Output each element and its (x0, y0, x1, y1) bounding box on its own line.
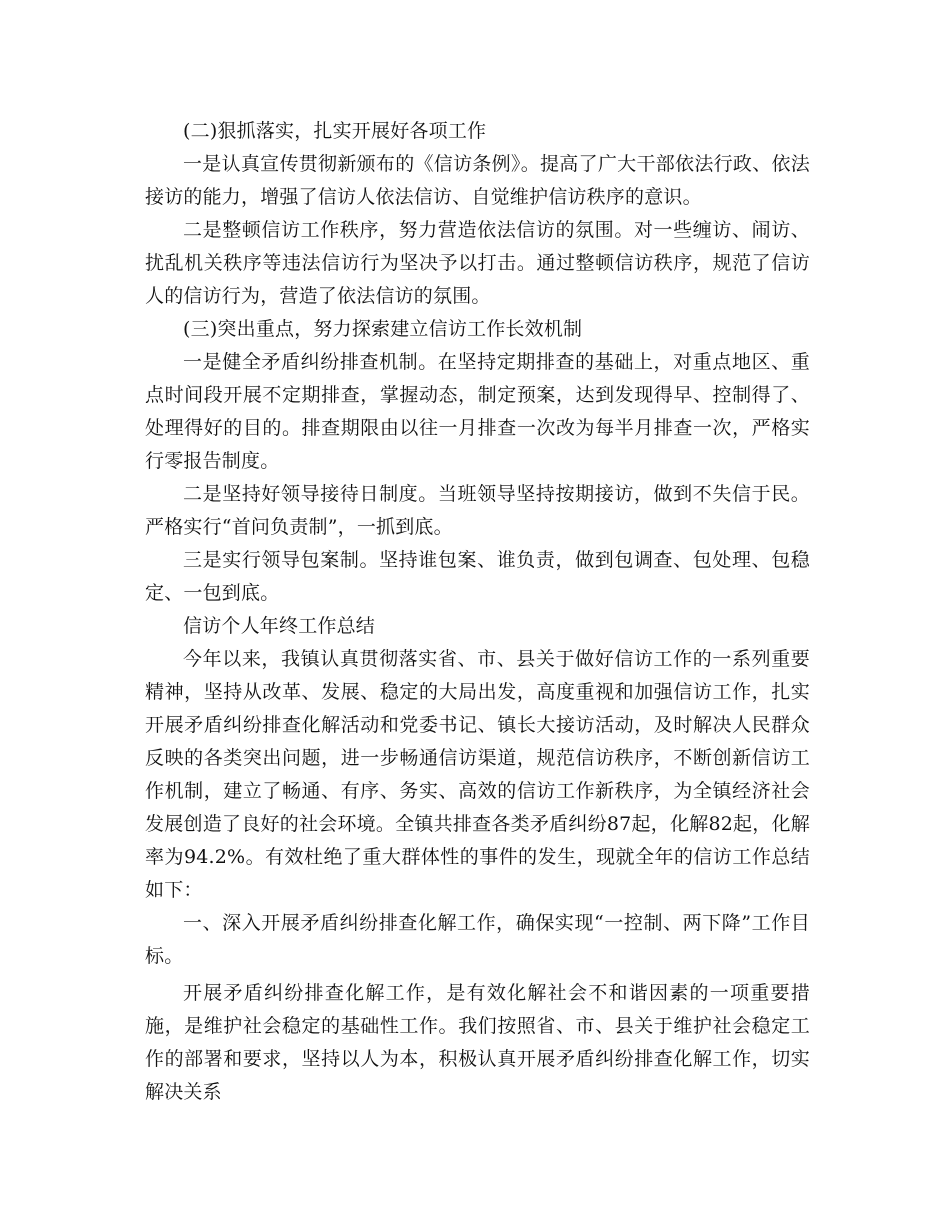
paragraph: 二是坚持好领导接待日制度。当班领导坚持按期接访，做到不失信于民。严格实行“首问负责制”，一抓到底。 (145, 483, 810, 538)
paragraph: 今年以来，我镇认真贯彻落实省、市、县关于做好信访工作的一系列重要精神，坚持从改革、发展、稳定的大局出发，高度重视和加强信访工作，扎实开展矛盾纠纷排查化解活动和党委书记、镇长大接访活动，及时解决人民群众反映的各类突出问题，进一步畅通信访渠道，规范信访秩序，不断创新信访工作机制，建立了畅通、有序、务实、高效的信访工作新秩序，为全镇经济社会发展创造了良好的社会环境。全镇共排查各类矛盾纠纷87起，化解82起，化解率为94.2%。有效杜绝了重大群体性的事件的发生，现就全年的信访工作总结如下： (145, 648, 810, 901)
paragraph: 二是整顿信访工作秩序，努力营造依法信访的氛围。对一些缠访、闹访、扰乱机关秩序等违法信访行为坚决予以打击。通过整顿信访秩序，规范了信访人的信访行为，营造了依法信访的氛围。 (145, 219, 810, 307)
section-heading-2: (二)狠抓落实，扎实开展好各项工作 (183, 120, 487, 142)
paragraph: 一是健全矛盾纠纷排查机制。在坚持定期排查的基础上，对重点地区、重点时间段开展不定期排查，掌握动态，制定预案，达到发现得早、控制得了、处理得好的目的。排查期限由以往一月排查一次改为每半月排查一次，严格实行零报告制度。 (145, 351, 810, 472)
paragraph: 一是认真宣传贯彻新颁布的《信访条例》。提高了广大干部依法行政、依法接访的能力，增强了信访人依法信访、自觉维护信访秩序的意识。 (145, 153, 810, 208)
section-heading-3: (三)突出重点，努力探索建立信访工作长效机制 (183, 318, 583, 340)
paragraph: 三是实行领导包案制。坚持谁包案、谁负责，做到包调查、包处理、包稳定、一包到底。 (145, 549, 810, 604)
section-heading-1: 一、深入开展矛盾纠纷排查化解工作，确保实现“一控制、两下降”工作目标。 (145, 912, 810, 967)
document-title: 信访个人年终工作总结 (183, 615, 376, 637)
document-body (145, 115, 810, 1109)
paragraph: 开展矛盾纠纷排查化解工作，是有效化解社会不和谐因素的一项重要措施，是维护社会稳定的基础性工作。我们按照省、市、县关于维护社会稳定工作的部署和要求，坚持以人为本，积极认真开展矛盾纠纷排查化解工作，切实解决关系 (145, 982, 810, 1103)
